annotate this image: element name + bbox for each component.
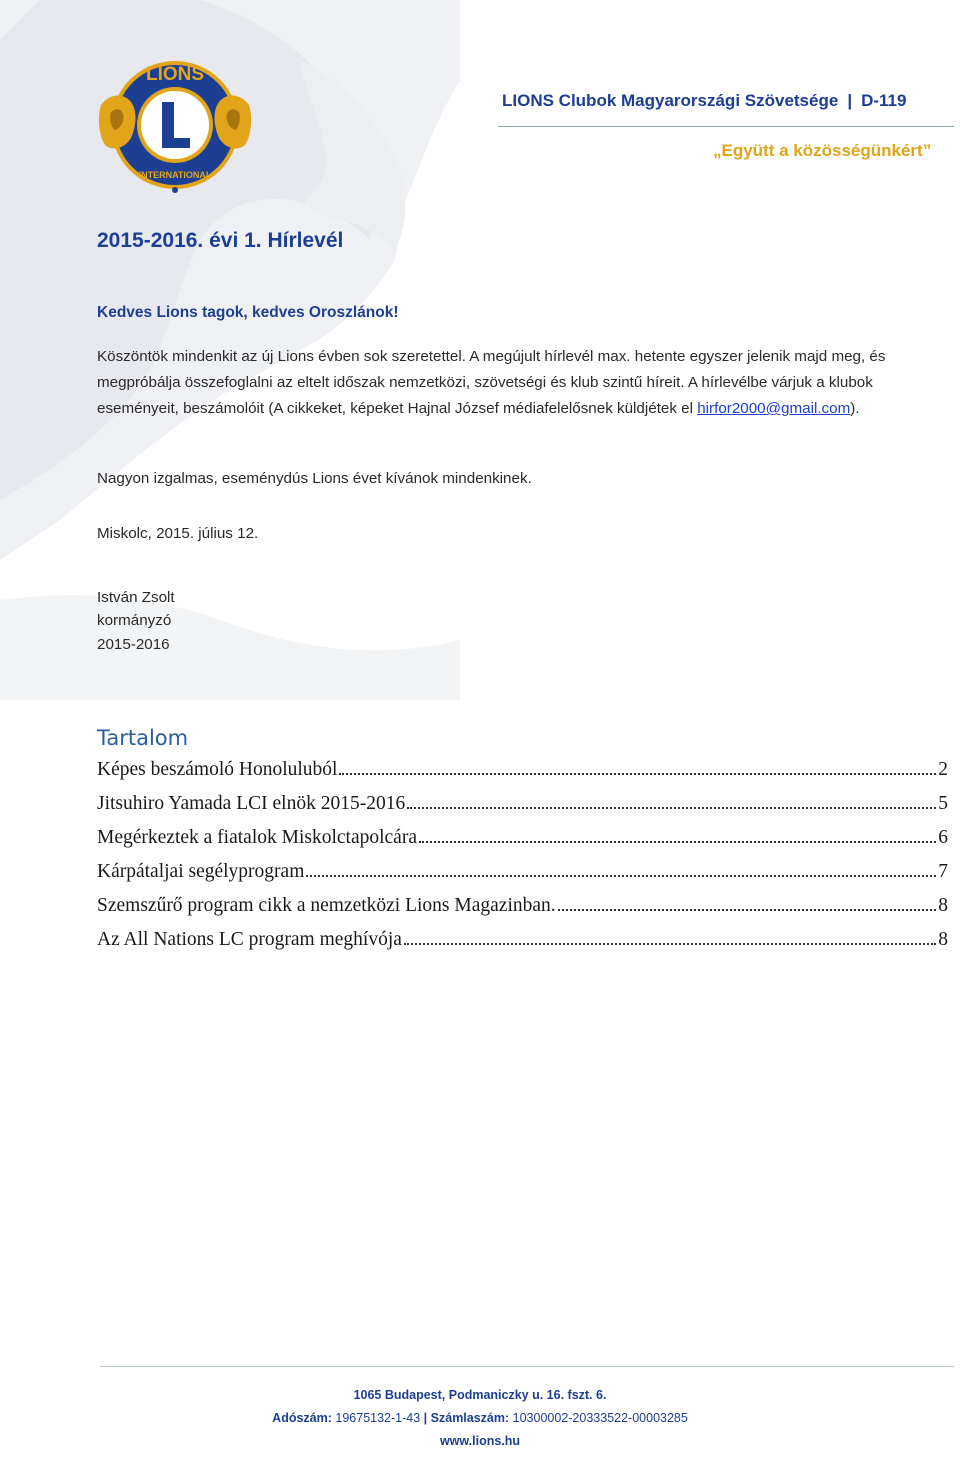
email-link[interactable]: hirfor2000@gmail.com [697,400,851,417]
footer-separator: | [423,1411,428,1425]
organization-header [502,91,906,111]
intro-text: Köszöntök mindenkit az új Lions évben sok szeretettel. A megújult hírlevél max. hetente egyszer jelenik majd meg, és megpróbálja összefoglalni az eltelt időszak nemzetközi, szövetségi és klub szintű híreit. A hírlevélbe várjuk a klubok eseményeit, beszámolóit (A cikkeket, képeket Hajnal József médiafelelősnek küldjétek el [97,348,886,417]
district-code: D-119 [861,91,907,110]
toc-entry-title: Kárpátaljai segélyprogram [97,861,305,882]
toc-entry-page: 8 [938,895,948,916]
footer-divider [100,1366,954,1367]
organization-name: LIONS Clubok Magyarországi Szövetsége [502,91,839,110]
toc-entry[interactable] [97,827,948,861]
motto: „Együtt a közösségünkért” [713,141,932,160]
toc-entry[interactable] [97,793,948,827]
tax-value: 19675132-1-43 [335,1411,421,1425]
toc-entry-page: 8 [938,929,948,950]
toc-entry-page: 7 [938,861,948,882]
toc-entry-page: 2 [938,759,948,780]
svg-text:LIONS: LIONS [145,64,205,85]
tax-label: Adószám: [272,1411,332,1425]
svg-text:INTERNATIONAL: INTERNATIONAL [138,170,212,180]
toc-entry-title: Képes beszámoló Honoluluból [97,759,338,780]
intro-text-end: ). [850,400,860,417]
place-date: Miskolc, 2015. július 12. [97,525,259,542]
toc-leader [407,807,936,809]
toc-entry[interactable] [97,759,948,793]
lions-international-logo [95,50,255,200]
signature-role: kormányzó [97,612,172,629]
toc-leader [558,909,937,911]
signature-name: István Zsolt [97,589,175,606]
account-value: 10300002-20333522-00003285 [512,1411,688,1425]
newsletter-title: 2015-2016. évi 1. Hírlevél [97,229,344,252]
intro-paragraph [97,344,917,422]
footer-ids [0,1411,960,1425]
toc-leader [339,773,936,775]
header-separator: | [847,91,853,110]
header-divider [498,126,954,127]
toc-entry[interactable] [97,929,948,963]
signature-term: 2015-2016 [97,636,170,653]
toc-entry-title: Az All Nations LC program meghívója [97,929,402,950]
account-label: Számlaszám: [430,1411,510,1425]
table-of-contents [97,759,948,963]
toc-entry-page: 5 [938,793,948,814]
toc-entry-page: 6 [938,827,948,848]
toc-entry-title: Jitsuhiro Yamada LCI elnök 2015-2016 [97,793,406,814]
toc-entry[interactable] [97,861,948,895]
toc-heading: Tartalom [97,726,189,750]
toc-leader [419,841,936,843]
toc-leader [404,943,936,945]
greeting: Kedves Lions tagok, kedves Oroszlánok! [97,304,399,321]
toc-entry-title: Megérkeztek a fiatalok Miskolctapolcára [97,827,417,848]
wish-text: Nagyon izgalmas, eseménydús Lions évet kívánok mindenkinek. [97,470,532,487]
footer-website[interactable]: www.lions.hu [439,1434,521,1448]
toc-entry-title: Szemszűrő program cikk a nemzetközi Lions Magazinban. [97,895,556,916]
footer-address: 1065 Budapest, Podmaniczky u. 16. fszt. 6. [353,1388,607,1402]
toc-leader [306,875,936,877]
toc-entry[interactable] [97,895,948,929]
